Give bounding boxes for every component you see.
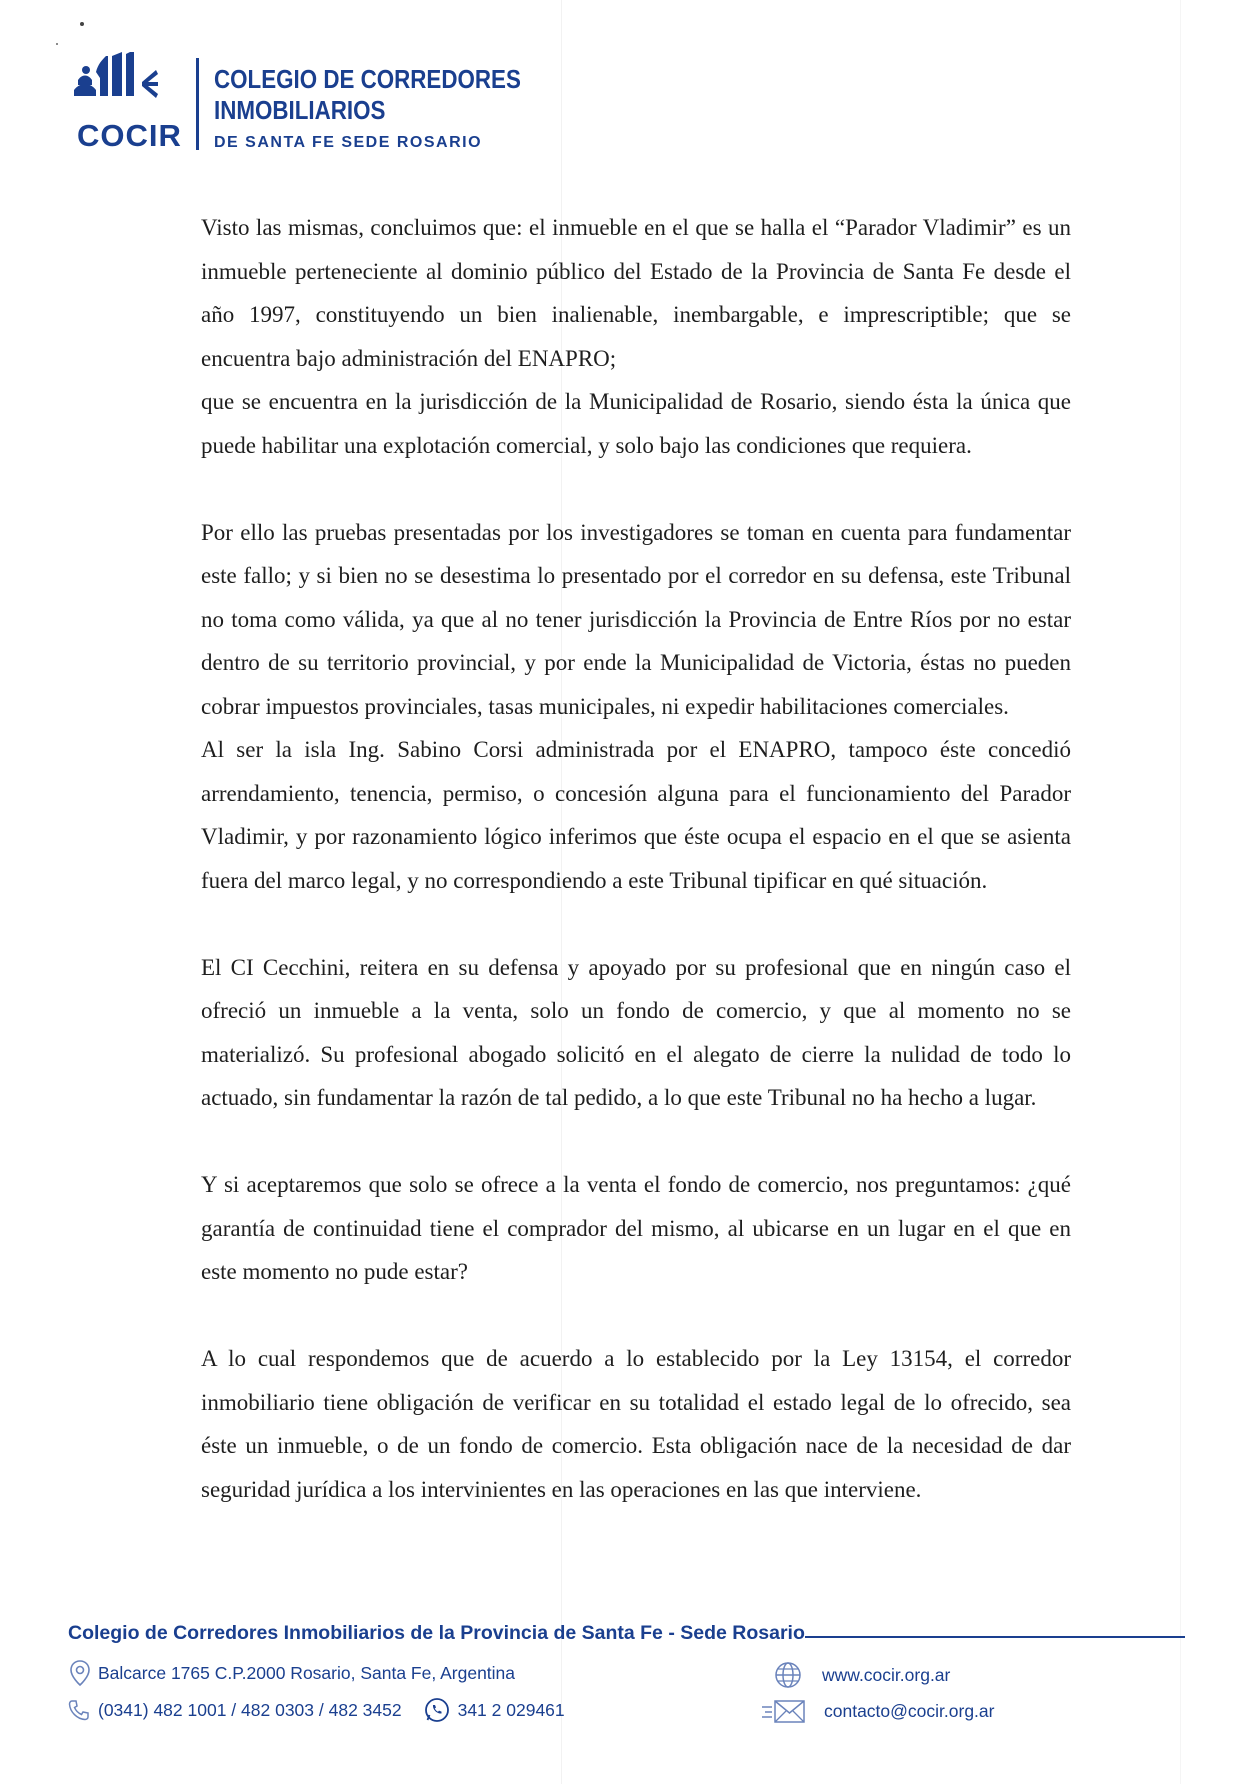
paragraph: A lo cual respondemos que de acuerdo a lo establecido por la Ley 13154, el corredor inmobiliario tiene obligación de verificar en su totalidad el estado legal de lo ofrecido, sea éste un inmueble, o de un fondo de comercio. Esta obligación nace de la necesidad de dar seguridad jurídica a los intervinientes en las operaciones en las que interviene. — [201, 1346, 1071, 1502]
scan-speck — [56, 43, 58, 45]
paragraph: Por ello las pruebas presentadas por los investigadores se toman en cuenta para fundamentar este fallo; y si bien no se desestima lo presentado por el corredor en su defensa, este Tribunal no toma como válida, ya que al no tener jurisdicción la Provincia de Entre Ríos por no estar dentro de su territorio provincial, y por ende la Municipalidad de Victoria, éstas no pueden cobrar impuestos provinciales, tasas municipales, ni expedir habilitaciones comerciales. — [201, 519, 1071, 719]
whatsapp-text: 341 2 029461 — [457, 1699, 565, 1720]
footer-address — [70, 1660, 515, 1686]
paragraph: Y si aceptaremos que solo se ofrece a la venta el fondo de comercio, nos preguntamos: ¿qué garantía de continuidad tiene el comprador del mismo, al ubicarse en un lugar en el que en este momento no pude estar? — [201, 1172, 1071, 1284]
website-link[interactable]: www.cocir.org.ar — [822, 1664, 951, 1685]
globe-icon — [774, 1661, 802, 1689]
footer-email[interactable] — [762, 1698, 994, 1724]
email-link[interactable]: contacto@cocir.org.ar — [824, 1700, 995, 1721]
footer-phones — [68, 1697, 565, 1723]
organization-subtitle: DE SANTA FE SEDE ROSARIO — [214, 134, 483, 151]
organization-name — [214, 64, 521, 126]
whatsapp-icon — [424, 1697, 450, 1723]
footer-title: Colegio de Corredores Inmobiliarios de la Provincia de Santa Fe - Sede Rosario — [68, 1622, 805, 1644]
header-divider — [196, 58, 199, 150]
paragraph: Visto las mismas, concluimos que: el inmueble en el que se halla el “Parador Vladimir” es un inmueble perteneciente al dominio público del Estado de la Provincia de Santa Fe desde el año 1997, constituyendo un bien inalienable, inembargable, e imprescriptible; que se encuentra bajo administración del ENAPRO; — [201, 215, 1071, 371]
phone-icon — [68, 1699, 90, 1721]
paragraph: que se encuentra en la jurisdicción de la Municipalidad de Rosario, siendo ésta la única que puede habilitar una explotación comercial, y solo bajo las condiciones que requiera. — [201, 389, 1071, 458]
document-body — [201, 206, 1071, 1511]
org-name-line-2: INMOBILIARIOS — [214, 95, 386, 125]
location-pin-icon — [70, 1660, 90, 1686]
page-edge-shadow — [1180, 0, 1181, 1784]
footer-website[interactable] — [774, 1661, 950, 1689]
footer-rule — [805, 1636, 1185, 1638]
org-name-line-1: COLEGIO DE CORREDORES — [214, 64, 521, 94]
phones-text: (0341) 482 1001 / 482 0303 / 482 3452 — [98, 1699, 402, 1720]
envelope-icon — [762, 1698, 806, 1724]
paragraph: El CI Cecchini, reitera en su defensa y apoyado por su profesional que en ningún caso el ofreció un inmueble a la venta, solo un fondo de comercio, y que al momento no se materializó. Su profesional abogado solicitó en el alegato de cierre la nulidad de todo lo actuado, sin fundamentar la razón de tal pedido, a lo que este Tribunal no ha hecho a lugar. — [201, 954, 1071, 1110]
logo-wordmark: COCIR — [77, 118, 182, 153]
address-text: Balcarce 1765 C.P.2000 Rosario, Santa Fe, Argentina — [98, 1662, 516, 1683]
paragraph: Al ser la isla Ing. Sabino Corsi administrada por el ENAPRO, tampoco éste concedió arrendamiento, tenencia, permiso, o concesión alguna para el funcionamiento del Parador Vladimir, y por razonamiento lógico inferimos que éste ocupa el espacio en el que se asienta fuera del marco legal, y no correspondiendo a este Tribunal tipificar en qué situación. — [201, 737, 1071, 893]
scan-speck — [80, 22, 84, 26]
